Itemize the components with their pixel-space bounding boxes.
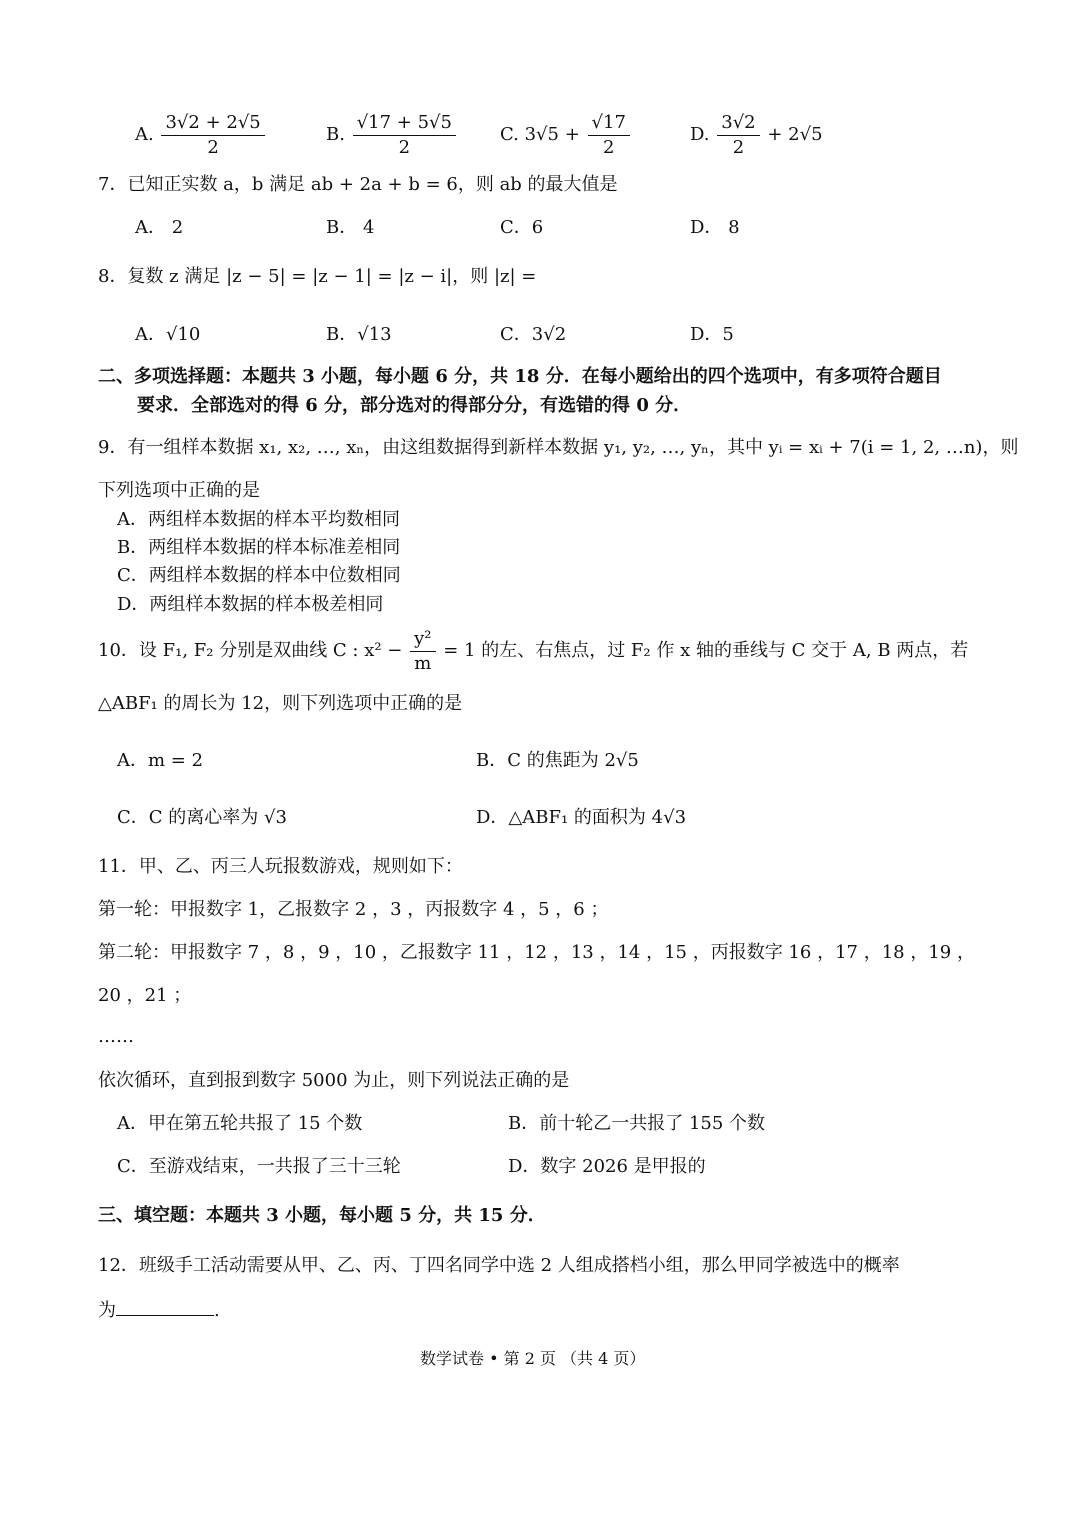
- q6-a-numerator: 3√2 + 2√5: [161, 112, 264, 136]
- q9-option-a: A．两组样本数据的样本平均数相同: [117, 509, 400, 530]
- q8-option-a: A．√10: [135, 324, 201, 345]
- q9-stem-line1: 9．有一组样本数据 x₁, x₂, …, xₙ，由这组数据得到新样本数据 y₁, y₂, …, yₙ，其中 yᵢ = xᵢ + 7(i = 1, 2, …n)，则: [98, 437, 1019, 458]
- q11-stem-line2: 依次循环，直到报到数字 5000 为止，则下列说法正确的是: [98, 1070, 570, 1091]
- q11-ellipsis: ……: [98, 1026, 134, 1047]
- q10-fraction-denominator: m: [414, 652, 432, 674]
- q6-d-denominator: 2: [732, 136, 745, 158]
- q7-option-b: B． 4: [326, 217, 375, 238]
- q9-option-b: B．两组样本数据的样本标准差相同: [117, 537, 401, 558]
- q6-b-numerator: √17 + 5√5: [353, 112, 456, 136]
- q9-option-c: C．两组样本数据的样本中位数相同: [117, 565, 401, 586]
- q11-round1: 第一轮：甲报数字 1，乙报数字 2 ，3 ，丙报数字 4 ，5 ，6 ；: [98, 899, 609, 920]
- q8-option-d: D．5: [690, 324, 734, 345]
- q8-option-c: C．3√2: [500, 324, 567, 345]
- q6-option-c: C. 3√5 + $\frac{√17}{2}$: [500, 112, 632, 158]
- q7-stem: 7．已知正实数 a，b 满足 ab + 2a + b = 6，则 ab 的最大值是: [98, 174, 618, 195]
- q6-option-a: A. $\frac{3√2 + 2√5}{2}$: [135, 112, 267, 158]
- q6-c-denominator: 2: [602, 136, 615, 158]
- q10-option-d: D．△ABF₁ 的面积为 4√3: [476, 807, 687, 828]
- q11-option-d: D．数字 2026 是甲报的: [508, 1156, 706, 1177]
- q11-stem: 11．甲、乙、丙三人玩报数游戏，规则如下：: [98, 856, 463, 877]
- q6-a-denominator: 2: [207, 136, 219, 158]
- q7-option-a: A． 2: [135, 217, 184, 238]
- page-footer: 数学试卷 • 第 2 页 （共 4 页）: [420, 1349, 646, 1368]
- q6-option-d: D. $\frac{3√2}{2}$ + 2√5: [690, 112, 823, 158]
- q10-option-b: B．C 的焦距为 2√5: [476, 750, 639, 771]
- section2-heading-line1: 二、多项选择题：本题共 3 小题，每小题 6 分，共 18 分．在每小题给出的四个选项中，有多项符合题目: [98, 366, 942, 387]
- q9-stem-line2: 下列选项中正确的是: [98, 480, 260, 501]
- q8-stem: 8．复数 z 满足 |z − 5| = |z − 1| = |z − i|，则 |z| =: [98, 266, 537, 287]
- answer-blank[interactable]: [116, 1297, 214, 1316]
- q10-fraction-numerator: y²: [410, 628, 435, 652]
- q11-option-b: B．前十轮乙一共报了 155 个数: [508, 1113, 766, 1134]
- section3-heading: 三、填空题：本题共 3 小题，每小题 5 分，共 15 分．: [98, 1205, 546, 1226]
- q11-option-c: C．至游戏结束，一共报了三十三轮: [117, 1156, 401, 1177]
- q11-round2: 第二轮：甲报数字 7 ，8 ，9 ，10 ，乙报数字 11 ，12 ，13 ，14 ，15 ，丙报数字 16 ，17 ，18 ，19 ，: [98, 942, 975, 963]
- q12-stem-line2: 为 .: [98, 1297, 220, 1322]
- q12-stem-line1: 12．班级手工活动需要从甲、乙、丙、丁四名同学中选 2 人组成搭档小组，那么甲同学被选中的概率: [98, 1255, 900, 1276]
- q10-option-a: A．m = 2: [117, 750, 204, 771]
- q11-option-a: A．甲在第五轮共报了 15 个数: [117, 1113, 363, 1134]
- q10-stem-line1: 10．设 F₁, F₂ 分别是双曲线 C : x² − $\frac{\text{y²}}{m}$ = 1 的左、右焦点，过 F₂ 作 x 轴的垂线与 C 交于 A, B 两点，若: [98, 628, 969, 674]
- q11-round2-continued: 20 ，21 ；: [98, 985, 192, 1006]
- section2-heading-line2: 要求．全部选对的得 6 分，部分选对的得部分分，有选错的得 0 分．: [137, 395, 692, 416]
- q9-option-d: D．两组样本数据的样本极差相同: [117, 594, 384, 615]
- q7-option-d: D． 8: [690, 217, 740, 238]
- q7-option-c: C．6: [500, 217, 544, 238]
- q6-c-numerator: √17: [588, 112, 630, 136]
- q10-option-c: C．C 的离心率为 √3: [117, 807, 287, 828]
- q10-stem-line2: △ABF₁ 的周长为 12，则下列选项中正确的是: [98, 693, 463, 714]
- q6-d-suffix: + 2√5: [767, 124, 823, 146]
- q6-d-numerator: 3√2: [717, 112, 759, 136]
- q8-option-b: B．√13: [326, 324, 392, 345]
- q6-c-prefix: 3√5 +: [524, 124, 580, 146]
- q6-b-denominator: 2: [398, 136, 411, 158]
- q6-option-b: B. $\frac{√17 + 5√5}{2}$: [326, 112, 458, 158]
